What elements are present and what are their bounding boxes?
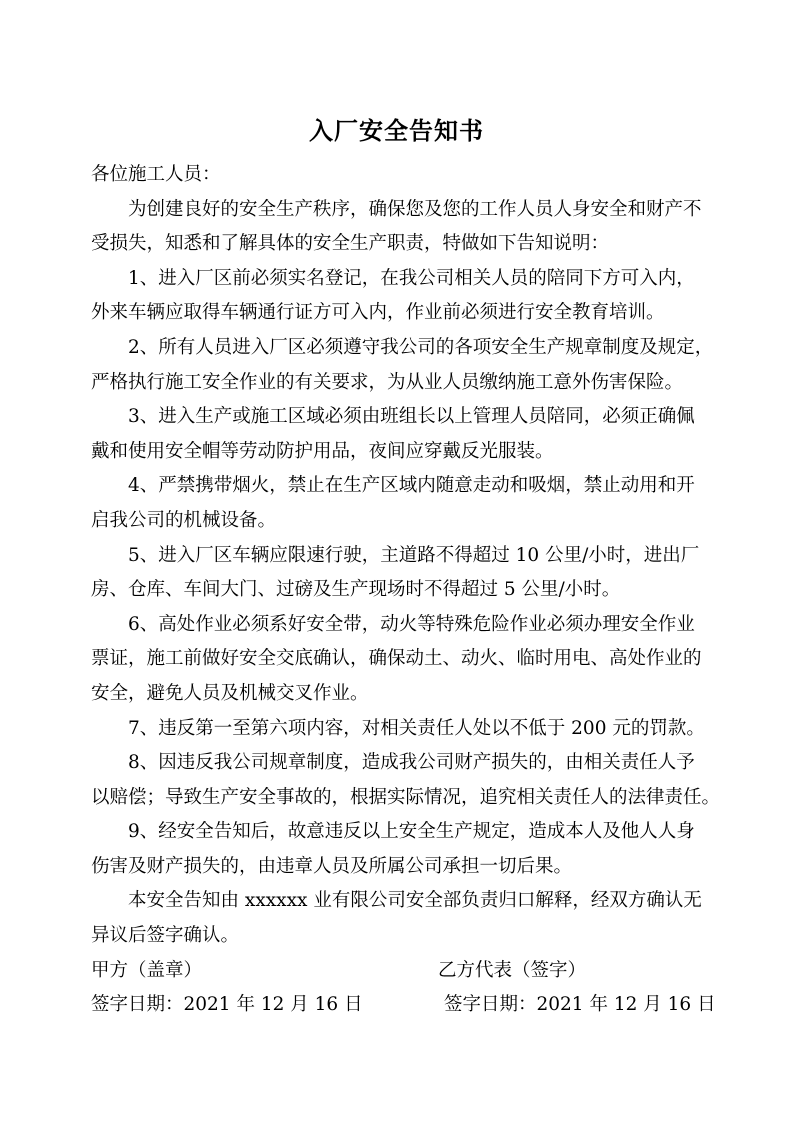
paragraph	[91, 262, 716, 331]
paragraph-line: 房、仓库、车间大门、过磅及生产现场时不得超过 5 公里/小时。	[91, 579, 621, 601]
paragraph-line: 异议后签字确认。	[91, 925, 240, 947]
paragraph-line: 5、进入厂区车辆应限速行驶，主道路不得超过 10 公里/小时，进出厂	[128, 544, 700, 566]
paragraph-line: 3、进入生产或施工区域必须由班组长以上管理人员陪同，必须正确佩	[128, 406, 695, 428]
paragraph-line: 受损失，知悉和了解具体的安全生产职责，特做如下告知说明：	[91, 233, 610, 255]
paragraph-line: 安全，避免人员及机械交叉作业。	[91, 682, 369, 704]
paragraph	[91, 400, 716, 469]
paragraph-line: 8、因违反我公司规章制度，造成我公司财产损失的，由相关责任人予	[128, 752, 695, 774]
signature-dates	[91, 988, 716, 1023]
party-b-date: 签字日期：2021 年 12 月 16 日	[444, 994, 716, 1016]
paragraph-line: 2、所有人员进入厂区必须遵守我公司的各项安全生产规章制度及规定，	[128, 336, 714, 358]
paragraph	[91, 884, 716, 953]
paragraph-line: 本安全告知由 xxxxxx 业有限公司安全部负责归口解释，经双方确认无	[128, 890, 702, 912]
paragraph-line: 严格执行施工安全作业的有关要求，为从业人员缴纳施工意外伤害保险。	[91, 371, 684, 393]
paragraphs	[91, 193, 721, 954]
paragraph-line: 4、严禁携带烟火，禁止在生产区域内随意走动和吸烟，禁止动用和开	[128, 475, 695, 497]
paragraph	[91, 469, 716, 538]
paragraph-line: 戴和使用安全帽等劳动防护用品，夜间应穿戴反光服装。	[91, 440, 554, 462]
paragraph	[91, 712, 716, 747]
paragraph	[91, 193, 716, 262]
paragraph-line: 9、经安全告知后，故意违反以上安全生产规定，造成本人及他人人身	[128, 821, 695, 843]
paragraph-line: 票证，施工前做好安全交底确认，确保动土、动火、临时用电、高处作业的	[91, 648, 702, 670]
paragraph-line: 伤害及财产损失的，由违章人员及所属公司承担一切后果。	[91, 855, 573, 877]
paragraph-line: 启我公司的机械设备。	[91, 509, 277, 531]
paragraph-line: 6、高处作业必须系好安全带，动火等特殊危险作业必须办理安全作业	[128, 613, 695, 635]
paragraph	[91, 815, 716, 884]
paragraph-line: 7、违反第一至第六项内容，对相关责任人处以不低于 200 元的罚款。	[128, 717, 705, 739]
paragraph-line: 1、进入厂区前必须实名登记，在我公司相关人员的陪同下方可入内，	[128, 267, 695, 289]
paragraph-line: 以赔偿；导致生产安全事故的，根据实际情况，追究相关责任人的法律责任。	[91, 786, 721, 808]
signature-parties	[91, 954, 716, 989]
paragraph-line: 为创建良好的安全生产秩序，确保您及您的工作人员人身安全和财产不	[128, 198, 702, 220]
document-title: 入厂安全告知书	[309, 117, 484, 145]
paragraph	[91, 608, 716, 712]
paragraph	[91, 539, 716, 608]
document-body	[91, 158, 721, 1023]
party-a-date: 签字日期：2021 年 12 月 16 日	[91, 994, 363, 1016]
salutation: 各位施工人员：	[91, 164, 221, 185]
paragraph	[91, 746, 721, 815]
paragraph-line: 外来车辆应取得车辆通行证方可入内，作业前必须进行安全教育培训。	[91, 302, 665, 324]
party-a-label: 甲方（盖章）	[91, 959, 203, 981]
party-b-label: 乙方代表（签字）	[438, 959, 587, 981]
paragraph	[91, 331, 716, 400]
